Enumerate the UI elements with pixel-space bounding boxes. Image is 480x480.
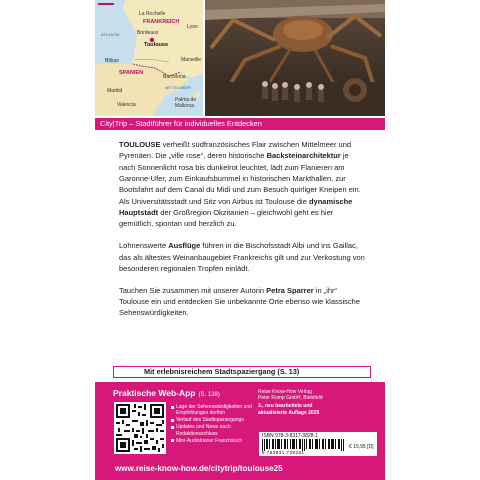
- map-label-mittelmeer: MITTELMEER: [165, 85, 191, 90]
- feature-item: Verlauf des Stadtspaziergangs: [171, 417, 253, 423]
- excursions-paragraph: Lohnenswerte Ausflüge führen in die Bischofsstadt Albi und ins Gaillac, das als ältestes Weinanbaugebiet Frankreichs gilt und zur Verkostung von besonderen regionalen Tropfen einlädt.: [119, 241, 365, 273]
- map-label-bilbao: Bilbao: [105, 58, 119, 64]
- qr-code[interactable]: [114, 402, 166, 454]
- feature-item: Mini-Audiotrainer Französisch: [171, 438, 253, 444]
- intro-paragraph: TOULOUSE verheißt südfranzösisches Flair zwischen Mittelmeer und Pyrenäen. Die „ville rose“, deren historische Backsteinarchitektur je nach Sonnenlicht rosa bis dunkelrot leuchtet, lädt zum Flanieren am Garonne-Ufer, zum Einkaufsbummel in historischen Markthallen, zur Bootsfahrt auf dem Canal du Midi und zum Besuch quirliger Kneipen ein. Als Universitätsstadt und Sitz von Airbus ist Toulouse die dynamische Hauptstadt der Großregion Okzitanien – gleichwohl geht es hier gemütlich, spontan und herzlich zu.: [119, 140, 361, 229]
- map-label-valencia: Valencia: [117, 102, 136, 108]
- web-app-heading: Praktische Web-App (S. 138): [113, 388, 220, 398]
- city-walk-banner: Mit erlebnisreichem Stadtspaziergang (S. 13): [113, 366, 371, 378]
- edition-line-1: 3., neu bearbeitete und: [258, 403, 313, 410]
- web-app-page-ref: (S. 138): [198, 392, 220, 398]
- mechanical-spider-photo: [205, 0, 385, 116]
- location-map: [95, 0, 203, 116]
- city-name: TOULOUSE: [119, 140, 161, 149]
- website-link[interactable]: www.reise-know-how.de/citytrip/toulouse25: [115, 464, 283, 473]
- map-label-spanien: SPANIEN: [119, 70, 144, 76]
- web-app-features: [171, 404, 253, 445]
- isbn-number: ISBN 978-3-8317-3828-1: [262, 433, 318, 439]
- map-scale-bar: [98, 3, 114, 5]
- map-label-mallorca: Mallorca: [175, 103, 194, 109]
- map-label-toulouse: Toulouse: [144, 42, 169, 48]
- map-label-marseille: Marseille: [181, 57, 202, 63]
- photo-graphic: [205, 0, 385, 116]
- map-label-la-rochelle: La Rochelle: [139, 11, 166, 17]
- publisher-info: [258, 389, 380, 416]
- map-label-frankreich: FRANKREICH: [143, 19, 180, 25]
- publisher-company: Peter Rump GmbH, Bielefeld: [258, 395, 323, 402]
- series-banner: City|Trip – Stadtführer für individuelles Entdecken: [95, 118, 385, 130]
- map-label-madrid: Madrid: [107, 88, 123, 94]
- author-paragraph: Tauchen Sie zusammen mit unserer Autorin Petra Sparrer in „ihr“ Toulouse ein und entdecken Sie unbekannte Orte ebenso wie klassische Sehenswürdigkeiten.: [119, 285, 360, 318]
- publisher-name: Reise Know-How Verlag: [258, 389, 312, 395]
- author-name: Petra Sparrer: [266, 285, 314, 295]
- feature-item: Lage der Sehenswürdigkeiten und Empfehlungen dorthin: [171, 404, 253, 417]
- map-label-bordeaux: Bordeaux: [137, 30, 159, 36]
- isbn-barcode: [259, 432, 377, 456]
- map-label-lyon: Lyon: [187, 24, 198, 30]
- edition-line-2: aktualisierte Auflage 2025: [258, 409, 320, 416]
- map-label-atlantik: ATLANTIK: [101, 32, 120, 37]
- price: € 15,95 [D]: [349, 444, 374, 450]
- feature-item: Updates und News nach Redaktionsschluss: [171, 424, 253, 437]
- barcode-digits: 9 783831 738281: [262, 450, 305, 455]
- top-images: [95, 0, 385, 116]
- description-text: [119, 139, 366, 329]
- map-label-palma: Palma de: [175, 97, 197, 103]
- qr-code-graphic: [114, 402, 166, 454]
- map-label-barcelona: Barcelona: [163, 74, 186, 80]
